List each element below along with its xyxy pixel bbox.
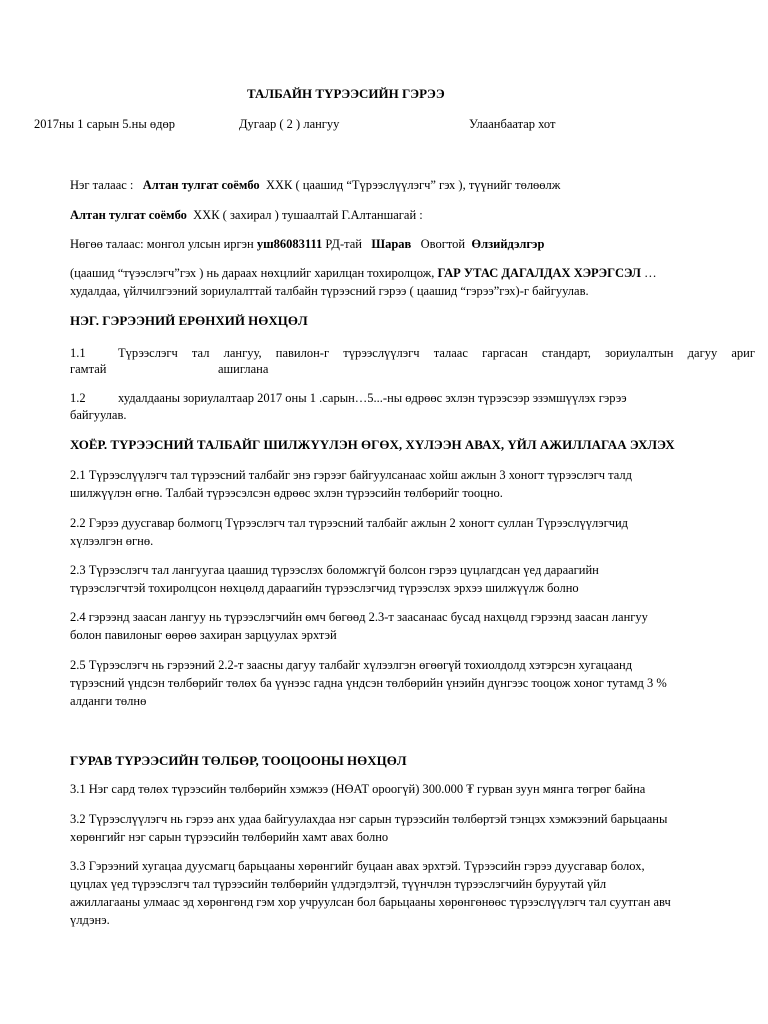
clause-3-3-line-3: ажиллагааны улмаас эд хөрөнгөнд гэм хор учруулсан бол барьцааны хөрөнгөнөөс түрээслүүлэгч тал суутган авч (70, 895, 671, 909)
clause-1-2-line-2: байгуулав. (70, 408, 127, 422)
contract-city: Улаанбаатар хот (469, 117, 556, 131)
intro-line-1 (70, 266, 657, 281)
party-one-rep-line (70, 208, 423, 223)
clause-2-5-line-3: алданги төлнө (70, 694, 147, 708)
contract-number: Дугаар ( 2 ) лангуу (239, 117, 340, 131)
intro-ellipsis: … (644, 266, 657, 280)
clause-2-5-line-2: түрээсний үндсэн төлбөрийг төлөх ба үүнээс гадна үндсэн төлбөрийн үнэийн дүнгээс тооцож хоног тутамд 3 % (70, 676, 667, 690)
party-two-mid: РД-тай (325, 237, 362, 251)
party-one-prefix: Нэг талаас : (70, 178, 134, 192)
party-two-prefix: Нөгөө талаас: монгол улсын иргэн (70, 237, 254, 251)
clause-2-5-line-1: 2.5 Түрээслэгч нь гэрээний 2.2-т заасны дагуу талбайг хүлээлгэн өгөөгүй тохиолдолд хэтэрсэн хугацаанд (70, 658, 633, 672)
document-title: ТАЛБАЙН ТҮРЭЭСИЙН ГЭРЭЭ (247, 86, 445, 101)
party-two-surname: Шарав (371, 237, 412, 251)
intro-bold-goods: ГАР УТАС ДАГАЛДАХ ХЭРЭГСЭЛ (437, 266, 641, 280)
clause-2-3-line-1: 2.3 Түрээслэгч тал лангуугаа цаашид түрээслэх боломжгүй болсон гэрээ цуцлагдсан үед дараагийн (70, 563, 599, 577)
clause-1-2-line-1: худалдааны зориулалтаар 2017 оны 1 .сарын…5...-ны өдрөөс эхлэн түрээсээр эзэмшүүлэх гэрээ (118, 391, 627, 405)
party-one-rep-suffix: ХХК ( захирал ) тушаалтай Г.Алтаншагай : (193, 208, 423, 222)
clause-3-2-line-1: 3.2 Түрээслүүлэгч нь гэрээ анх удаа байгуулахдаа нэг сарын түрээсийн төлбөртэй тэнцэх хэмжээний барьцааны (70, 812, 668, 826)
clause-2-2-line-2: хүлээлгэн өгнө. (70, 534, 154, 548)
clause-2-1-line-2: шилжүүлэн өгнө. Талбай түрээсэлсэн өдрөөс эхлэн түрээсийн төлбөрийг тооцно. (70, 486, 503, 500)
intro-line-2: худалдаа, үйлчилгээний зориулалттай талбайн түрээсний гэрээ ( цаашид “гэрээ”гэх)-г байгуулав. (70, 284, 589, 298)
section-3-heading: ГУРАВ ТҮРЭЭСИЙН ТӨЛБӨР, ТООЦООНЫ НӨХЦӨЛ (70, 753, 407, 768)
section-2-heading: ХОЁР. ТҮРЭЭСНИЙ ТАЛБАЙГ ШИЛЖҮҮЛЭН ӨГӨХ, ХҮЛЭЭН АВАХ, ҮЙЛ АЖИЛЛАГАА ЭХЛЭХ (70, 437, 675, 452)
clause-1-1-line-2b: ашиглана (218, 362, 269, 376)
party-one-suffix: ХХК ( цаашид “Түрээслүүлэгч” гэх ), түүнийг төлөөлж (265, 178, 561, 192)
party-one-name: Алтан тулгат соёмбо (142, 178, 260, 192)
section-1-heading: НЭГ. ГЭРЭЭНИЙ ЕРӨНХИЙ НӨХЦӨЛ (70, 313, 308, 328)
clause-2-2-line-1: 2.2 Гэрээ дуусгавар болмогц Түрээслэгч тал түрээсний талбайг ажлын 2 хоногт суллан Түрээслүүлэгчид (70, 516, 629, 530)
clause-1-1-number: 1.1 (70, 346, 86, 360)
clause-3-3-line-2: цуцлах үед түрээслэгч тал түрээсийн төлбөрийн үлдэгдэлтэй, түүнчлэн түрээслэгчийн буруутай үйл (70, 877, 607, 891)
party-one-rep-name: Алтан тулгат соёмбо (70, 208, 187, 222)
party-two-id: уш86083111 (256, 237, 323, 251)
clause-1-1-line-2a: гамтай (70, 362, 107, 376)
party-one-line (70, 178, 560, 193)
contract-date: 2017ны 1 сарын 5.ны өдөр (34, 117, 175, 131)
clause-3-2-line-2: хөрөнгийг нэг сарын түрээсийн төлбөрийн хамт авах болно (70, 830, 389, 844)
clause-2-1-line-1: 2.1 Түрээслүүлэгч тал түрээсний талбайг энэ гэрээг байгуулсанаас хойш ажлын 3 хоногт түрээслэгч талд (70, 468, 633, 482)
clause-3-1-line-1: 3.1 Нэг сард төлөх түрээсийн төлбөрийн хэмжээ (НӨАТ ороогүй) 300.000 ₮ гурван зуун мянга төгрөг байна (70, 782, 646, 796)
clause-2-4-line-1: 2.4 гэрээнд заасан лангуу нь түрээслэгчийн өмч бөгөөд 2.3-т заасанаас бусад нахцөлд гэрээнд заасан лангуу (70, 610, 648, 624)
clause-3-3-line-4: үлдэнэ. (70, 913, 110, 927)
intro-prefix: (цаашид “түээслэгч”гэх ) нь дараах нөхцлийг харилцан тохиролцож, (70, 266, 435, 280)
clause-1-2-number: 1.2 (70, 391, 86, 405)
party-two-name: Өлзийдэлгэр (471, 237, 545, 251)
party-two-mid2: Овогтой (420, 237, 466, 251)
clause-1-1-line-1: Түрээслэгч тал лангуу, павилон-г түрээслүүлэгч талаас гаргасан стандарт, зориулалтын дагуу ариг (118, 346, 755, 360)
clause-2-3-line-2: түрээслэгчтэй тохиролцсон нөхцөлд дараагийн түрээслэгчид түрээслэх эрхээ шилжүүлж болно (70, 581, 579, 595)
clause-3-3-line-1: 3.3 Гэрээний хугацаа дуусмагц барьцааны хөрөнгийг буцаан авах эрхтэй. Түрээсийн гэрээ дуусгавар болох, (70, 859, 645, 873)
party-two-line (70, 237, 544, 252)
clause-2-4-line-2: болон павилоныг өөрөө захиран зарцуулах эрхтэй (70, 628, 337, 642)
